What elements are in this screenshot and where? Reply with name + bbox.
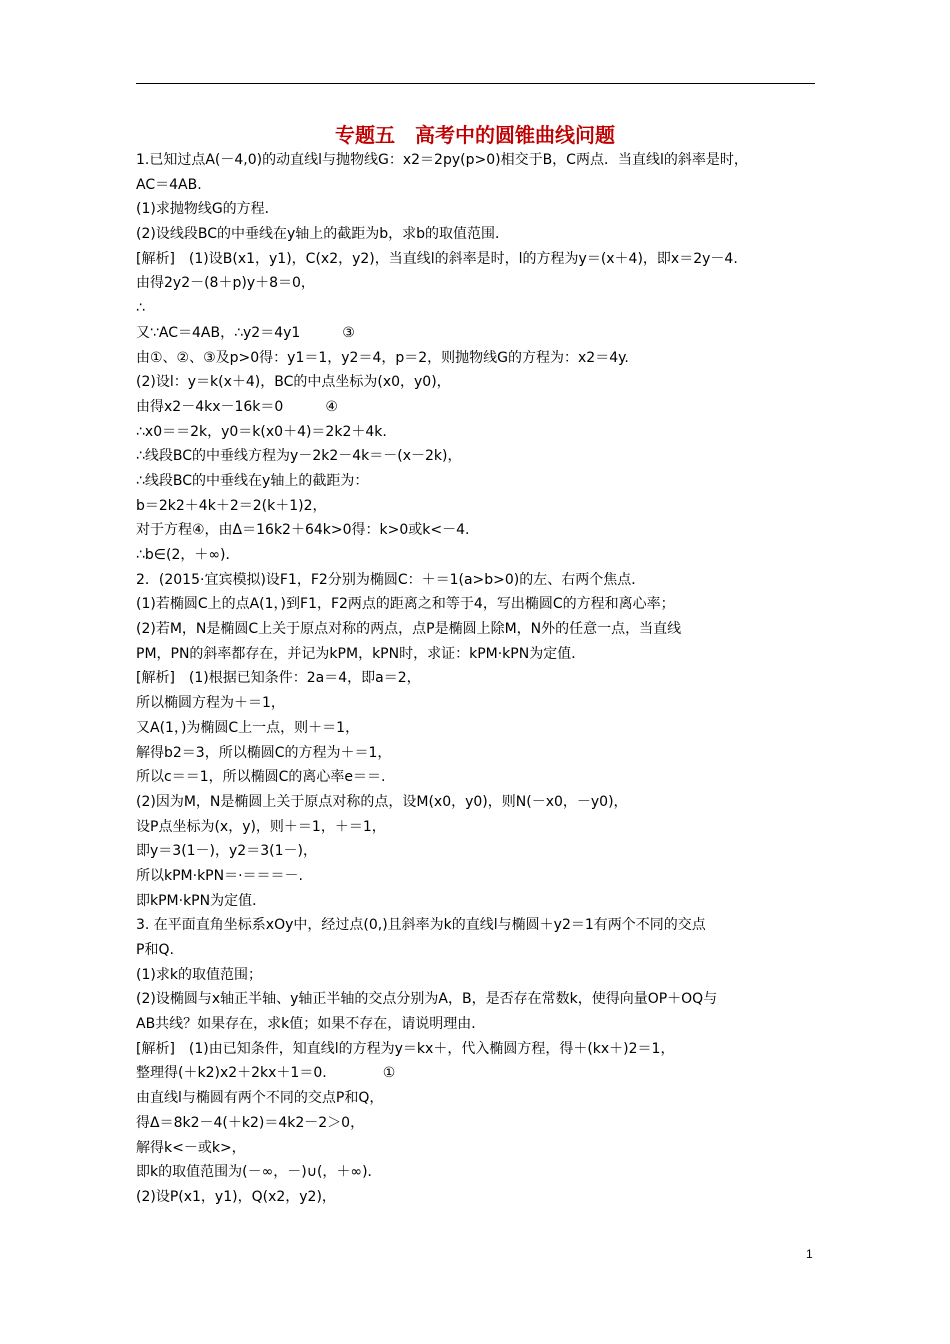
text-line: 整理得(＋k2)x2＋2kx＋1＝0. ①	[136, 1065, 396, 1082]
text-line: (2)设椭圆与x轴正半轴、y轴正半轴的交点分别为A，B，是否存在常数k，使得向量OP＋OQ与	[136, 991, 718, 1008]
text-line: b＝2k2＋4k＋2＝2(k＋1)2，	[136, 497, 327, 514]
text-line: ∴b∈(2，＋∞)．	[136, 547, 240, 563]
text-line: 由得2y2－(8＋p)y＋8＝0，	[136, 275, 315, 292]
text-line: 由得x2－4kx－16k＝0 ④	[136, 398, 338, 415]
text-line: [解析] (1)根据已知条件：2a＝4，即a＝2，	[136, 670, 421, 687]
text-line: [解析] (1)设B(x1，y1)，C(x2，y2)，当直线l的斜率是时，l的方程为y＝(x＋4)，即x＝2y－4.	[136, 250, 738, 267]
text-line: P和Q.	[136, 942, 174, 958]
text-line: (1)若椭圆C上的点A(1，)到F1，F2两点的距离之和等于4，写出椭圆C的方程和离心率；	[136, 596, 675, 613]
text-line: 即kPM·kPN为定值．	[136, 892, 267, 909]
text-line: (2)设P(x1，y1)，Q(x2，y2)，	[136, 1188, 336, 1205]
text-line: 即y＝3(1－)，y2＝3(1－)，	[136, 843, 317, 860]
text-line: 设P点坐标为(x，y)，则＋＝1，＋＝1，	[136, 818, 386, 835]
text-line: 3. 在平面直角坐标系xOy中，经过点(0,)且斜率为k的直线l与椭圆＋y2＝1有两个不同的交点	[136, 917, 706, 934]
text-line: ∴线段BC的中垂线方程为y－2k2－4k＝－(x－2k)，	[136, 448, 462, 465]
text-line: AB共线？如果存在，求k值；如果不存在，请说明理由．	[136, 1016, 486, 1033]
text-line: ∴线段BC的中垂线在y轴上的截距为：	[136, 472, 369, 489]
text-line: AC＝4AB.	[136, 176, 202, 193]
text-line: 由直线l与椭圆有两个不同的交点P和Q，	[136, 1090, 384, 1107]
text-line: (1)求抛物线G的方程．	[136, 201, 279, 218]
text-line: (2)因为M，N是椭圆上关于原点对称的点，设M(x0，y0)，则N(－x0，－y0)，	[136, 793, 628, 810]
text-line: 又∵AC＝4AB，∴y2＝4y1 ③	[136, 324, 355, 341]
text-line: (2)设线段BC的中垂线在y轴上的截距为b，求b的取值范围．	[136, 226, 510, 243]
text-line: [解析] (1)由已知条件，知直线l的方程为y＝kx＋，代入椭圆方程，得＋(kx＋)2＝1，	[136, 1040, 675, 1057]
text-line: (2)设l：y＝k(x＋4)，BC的中点坐标为(x0，y0)，	[136, 374, 451, 391]
text-line: 由①、②、③及p>0得：y1＝1，y2＝4，p＝2，则抛物线G的方程为：x2＝4y.	[136, 349, 629, 366]
text-line: 又A(1，)为椭圆C上一点，则＋＝1，	[136, 719, 360, 736]
page-number: 1	[806, 1247, 813, 1261]
text-line: ∴x0＝＝2k，y0＝k(x0＋4)＝2k2＋4k.	[136, 423, 387, 440]
text-line: 解得k<－或k>，	[136, 1139, 246, 1156]
text-line: (1)求k的取值范围；	[136, 966, 262, 983]
document-title: 专题五 高考中的圆锥曲线问题	[335, 123, 615, 147]
text-line: 所以kPM·kPN＝·＝＝＝－.	[136, 867, 304, 884]
document-body	[136, 148, 818, 1210]
text-line: (2)若M，N是椭圆C上关于原点对称的两点，点P是椭圆上除M，N外的任意一点，当直线	[136, 621, 682, 638]
text-line: PM，PN的斜率都存在，并记为kPM，kPN时，求证：kPM·kPN为定值．	[136, 645, 586, 662]
text-line: 1.已知过点A(－4,0)的动直线l与抛物线G：x2＝2py(p>0)相交于B，C两点．当直线l的斜率是时，	[136, 152, 748, 168]
text-line: 2．(2015·宜宾模拟)设F1，F2分别为椭圆C：＋＝1(a>b>0)的左、右两个焦点．	[136, 571, 646, 588]
text-line: 即k的取值范围为(－∞，－)∪(，＋∞)．	[136, 1164, 382, 1181]
text-line: 得Δ＝8k2－4(＋k2)＝4k2－2＞0，	[136, 1114, 365, 1131]
header-rule	[136, 83, 815, 84]
text-line: 解得b2＝3，所以椭圆C的方程为＋＝1，	[136, 744, 392, 761]
text-line: 对于方程④，由Δ＝16k2＋64k>0得：k>0或k<－4.	[136, 522, 470, 539]
text-line: ∴	[136, 300, 145, 317]
text-line: 所以c＝＝1，所以椭圆C的离心率e＝＝.	[136, 769, 386, 786]
text-line: 所以椭圆方程为＋＝1，	[136, 695, 285, 712]
